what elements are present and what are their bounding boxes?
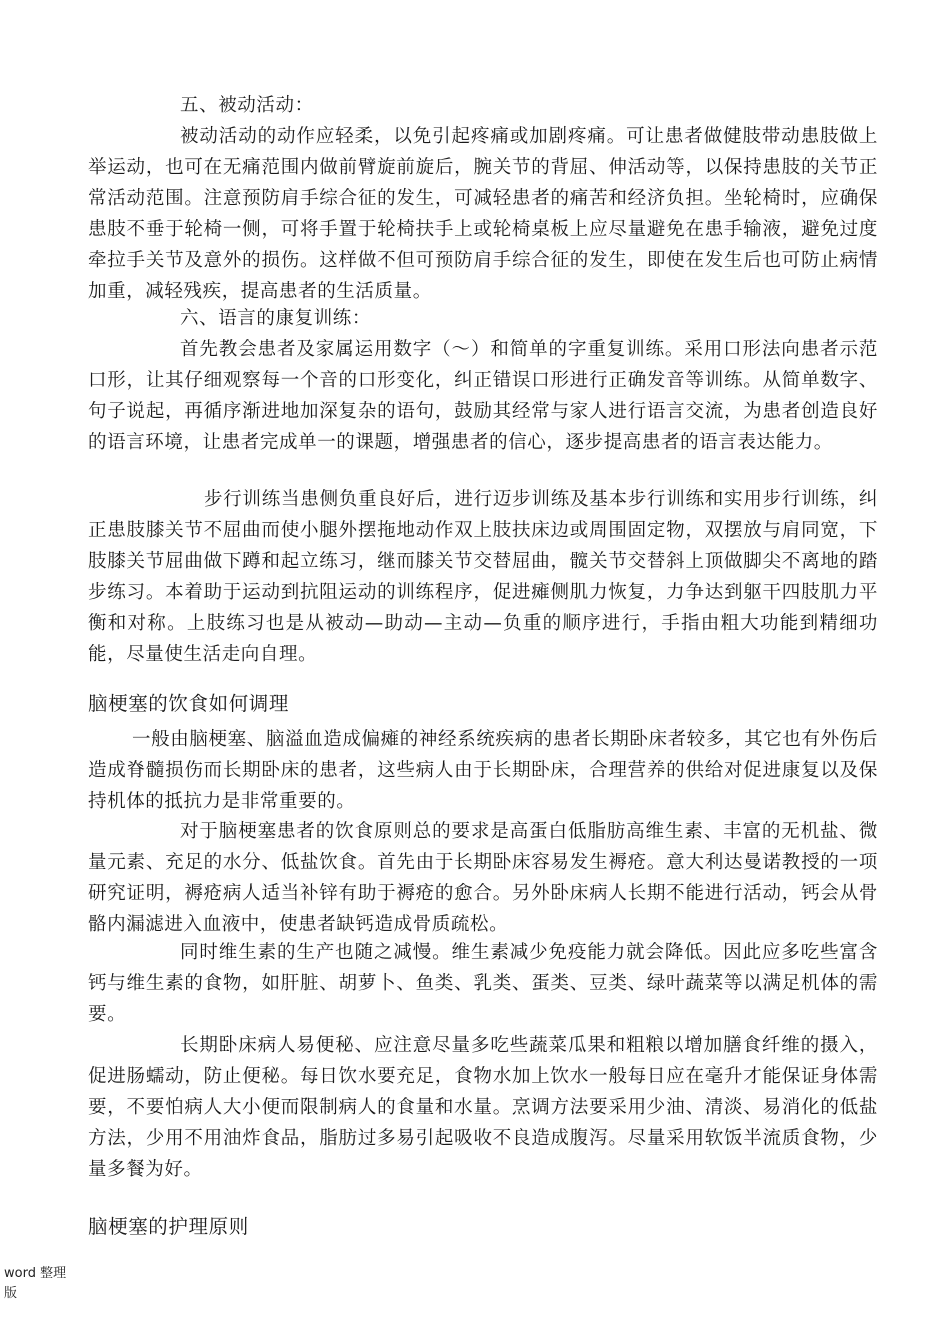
heading-language-rehab: 六、语言的康复训练： [180, 308, 372, 329]
section-title-nursing: 脑梗塞的护理原则 [88, 1215, 249, 1238]
paragraph-diet-principle: 对于脑梗塞患者的饮食原则总的要求是高蛋白低脂肪高维生素、丰富的无机盐、微量元素、充足的水分、低盐饮食。首先由于长期卧床容易发生褥疮。意大利达曼诺教授的一项研究证明，褥疮病人适当补锌有助于褥疮的愈合。另外卧床病人长期不能进行活动，钙会从骨骼内漏滤进入血液中，使患者缺钙造成骨质疏松。 [88, 821, 878, 935]
heading-passive-activity: 五、被动活动： [180, 95, 314, 116]
section-title-diet: 脑梗塞的饮食如何调理 [88, 692, 290, 715]
paragraph-diet-vitamin: 同时维生素的生产也随之减慢。维生素减少免疫能力就会降低。因此应多吃些富含钙与维生素的食物，如肝脏、胡萝卜、鱼类、乳类、蛋类、豆类、绿叶蔬菜等以满足机体的需要。 [88, 942, 878, 1025]
paragraph-diet-constipation: 长期卧床病人易便秘、应注意尽量多吃些蔬菜瓜果和粗粮以增加膳食纤维的摄入，促进肠蠕动，防止便秘。每日饮水要充足，食物水加上饮水一般每日应在毫升才能保证身体需要，不要怕病人大小便而限制病人的食量和水量。烹调方法要采用少油、清淡、易消化的低盐方法，少用不用油炸食品，脂肪过多易引起吸收不良造成腹泻。尽量采用软饭半流质食物，少量多餐为好。 [88, 1035, 878, 1180]
paragraph-language-rehab: 首先教会患者及家属运用数字（〜）和简单的字重复训练。采用口形法向患者示范口形，让其仔细观察每一个音的口形变化，纠正错误口形进行正确发音等训练。从简单数字、句子说起，再循序渐进地加深复杂的语句，鼓励其经常与家人进行语言交流，为患者创造良好的语言环境，让患者完成单一的课题，增强患者的信心，逐步提高患者的语言表达能力。 [88, 339, 878, 453]
paragraph-diet-intro: 一般由脑梗塞、脑溢血造成偏瘫的神经系统疾病的患者长期卧床者较多，其它也有外伤后造成脊髓损伤而长期卧床的患者，这些病人由于长期卧床，合理营养的供给对促进康复以及保持机体的抵抗力是非常重要的。 [88, 729, 878, 812]
footer-note: word 整理版 [4, 1266, 67, 1301]
paragraph-passive-activity: 被动活动的动作应轻柔，以免引起疼痛或加剧疼痛。可让患者做健肢带动患肢做上举运动，也可在无痛范围内做前臂旋前旋后，腕关节的背屈、伸活动等，以保持患肢的关节正常活动范围。注意预防肩手综合征的发生，可减轻患者的痛苦和经济负担。坐轮椅时，应确保患肢不垂于轮椅一侧，可将手置于轮椅扶手上或轮椅桌板上应尽量避免在患手输液，避免过度牵拉手关节及意外的损伤。这样做不但可预防肩手综合征的发生，即使在发生后也可防止病情加重，减轻残疾，提高患者的生活质量。 [88, 126, 878, 302]
paragraph-walking-training: 步行训练当患侧负重良好后，进行迈步训练及基本步行训练和实用步行训练，纠正患肢膝关节不屈曲而使小腿外摆拖地动作双上肢扶床边或周围固定物，双摆放与肩同宽，下肢膝关节屈曲做下蹲和起立练习，继而膝关节交替屈曲，髋关节交替斜上顶做脚尖不离地的踏步练习。本着助于运动到抗阻运动的训练程序，促进瘫侧肌力恢复，力争达到躯干四肢肌力平衡和对称。上肢练习也是从被动—助动—主动—负重的顺序进行，手指由粗大功能到精细功能，尽量使生活走向自理。 [88, 489, 878, 665]
